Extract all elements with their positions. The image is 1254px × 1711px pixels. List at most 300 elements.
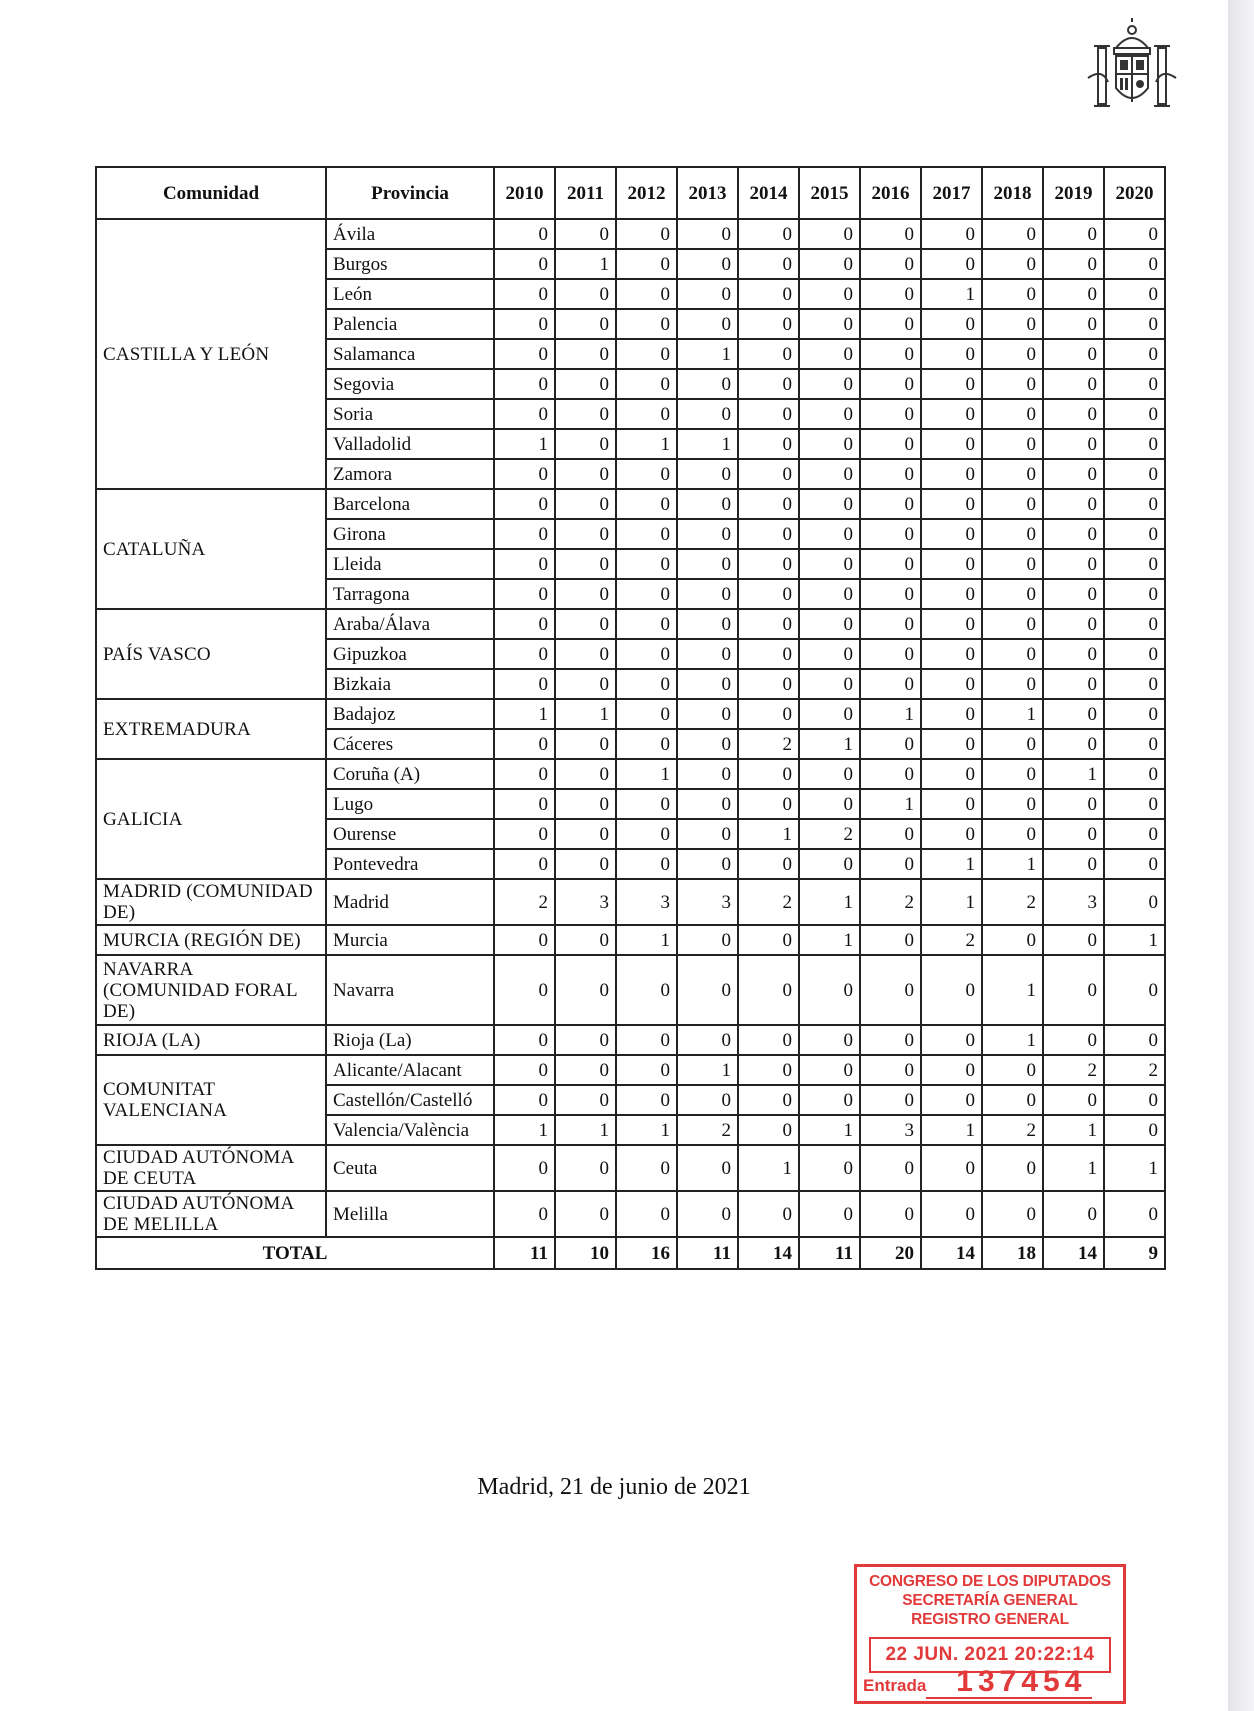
value-cell: 1: [799, 1115, 860, 1145]
value-cell: 0: [494, 519, 555, 549]
comunidad-cell: EXTREMADURA: [96, 699, 326, 759]
column-header: 2018: [982, 167, 1043, 219]
value-cell: 0: [616, 459, 677, 489]
value-cell: 2: [494, 879, 555, 925]
value-cell: 2: [1043, 1055, 1104, 1085]
value-cell: 0: [494, 459, 555, 489]
document-date: Madrid, 21 de junio de 2021: [477, 1474, 751, 1500]
value-cell: 0: [616, 819, 677, 849]
value-cell: 0: [860, 489, 921, 519]
total-label: TOTAL: [96, 1237, 494, 1269]
value-cell: 0: [1043, 669, 1104, 699]
value-cell: 0: [555, 819, 616, 849]
value-cell: 0: [1104, 955, 1165, 1025]
value-cell: 0: [860, 399, 921, 429]
value-cell: 0: [1043, 489, 1104, 519]
table-row: [96, 1145, 1165, 1191]
comunidad-cell: PAÍS VASCO: [96, 609, 326, 699]
value-cell: 0: [799, 579, 860, 609]
value-cell: 0: [555, 669, 616, 699]
value-cell: 0: [555, 729, 616, 759]
value-cell: 0: [799, 1025, 860, 1055]
value-cell: 0: [677, 459, 738, 489]
value-cell: 0: [921, 1055, 982, 1085]
value-cell: 0: [860, 459, 921, 489]
value-cell: 0: [616, 669, 677, 699]
provincia-cell: Murcia: [326, 925, 494, 955]
provincia-cell: Palencia: [326, 309, 494, 339]
value-cell: 0: [1104, 489, 1165, 519]
value-cell: 0: [1043, 219, 1104, 249]
total-value-cell: 14: [1043, 1237, 1104, 1269]
value-cell: 0: [860, 1145, 921, 1191]
value-cell: 0: [860, 609, 921, 639]
value-cell: 0: [494, 1085, 555, 1115]
value-cell: 0: [616, 489, 677, 519]
value-cell: 0: [494, 579, 555, 609]
value-cell: 0: [494, 1191, 555, 1237]
value-cell: 0: [921, 399, 982, 429]
comunidad-cell: COMUNITAT VALENCIANA: [96, 1055, 326, 1145]
value-cell: 0: [1104, 729, 1165, 759]
value-cell: 0: [494, 609, 555, 639]
value-cell: 1: [860, 789, 921, 819]
value-cell: 0: [1104, 579, 1165, 609]
value-cell: 0: [677, 609, 738, 639]
value-cell: 0: [1043, 309, 1104, 339]
value-cell: 0: [799, 1085, 860, 1115]
value-cell: 0: [982, 399, 1043, 429]
value-cell: 0: [616, 369, 677, 399]
comunidad-cell: GALICIA: [96, 759, 326, 879]
value-cell: 0: [860, 759, 921, 789]
value-cell: 0: [738, 789, 799, 819]
provincia-cell: Alicante/Alacant: [326, 1055, 494, 1085]
value-cell: 1: [1043, 1145, 1104, 1191]
value-cell: 0: [860, 1085, 921, 1115]
value-cell: 0: [555, 279, 616, 309]
value-cell: 0: [616, 249, 677, 279]
value-cell: 0: [860, 1191, 921, 1237]
value-cell: 0: [494, 339, 555, 369]
stamp-line-1: CONGRESO DE LOS DIPUTADOS: [869, 1573, 1111, 1590]
provincia-cell: Coruña (A): [326, 759, 494, 789]
value-cell: 0: [799, 369, 860, 399]
value-cell: 0: [982, 249, 1043, 279]
value-cell: 0: [1104, 519, 1165, 549]
value-cell: 0: [921, 699, 982, 729]
comunidad-cell: RIOJA (LA): [96, 1025, 326, 1055]
value-cell: 0: [494, 369, 555, 399]
value-cell: 0: [860, 219, 921, 249]
provincia-cell: Valencia/València: [326, 1115, 494, 1145]
value-cell: 0: [921, 369, 982, 399]
value-cell: 0: [799, 1145, 860, 1191]
value-cell: 0: [494, 1145, 555, 1191]
value-cell: 1: [494, 429, 555, 459]
value-cell: 0: [494, 729, 555, 759]
value-cell: 0: [738, 489, 799, 519]
coat-of-arms-icon: [1086, 18, 1178, 114]
value-cell: 0: [1104, 849, 1165, 879]
value-cell: 1: [677, 1055, 738, 1085]
value-cell: 0: [494, 1055, 555, 1085]
value-cell: 0: [799, 519, 860, 549]
value-cell: 0: [982, 279, 1043, 309]
value-cell: 0: [921, 819, 982, 849]
stamp-line-2: SECRETARÍA GENERAL: [902, 1592, 1078, 1609]
value-cell: 0: [555, 759, 616, 789]
value-cell: 0: [860, 279, 921, 309]
value-cell: 0: [921, 955, 982, 1025]
value-cell: 0: [555, 1055, 616, 1085]
value-cell: 0: [860, 549, 921, 579]
value-cell: 0: [555, 639, 616, 669]
value-cell: 0: [921, 1085, 982, 1115]
value-cell: 0: [677, 399, 738, 429]
value-cell: 1: [982, 699, 1043, 729]
value-cell: 0: [982, 669, 1043, 699]
value-cell: 0: [555, 1191, 616, 1237]
provincia-cell: Salamanca: [326, 339, 494, 369]
value-cell: 0: [1043, 925, 1104, 955]
value-cell: 0: [1043, 819, 1104, 849]
value-cell: 0: [1043, 369, 1104, 399]
value-cell: 0: [799, 309, 860, 339]
provincia-cell: Lugo: [326, 789, 494, 819]
table-row: [96, 925, 1165, 955]
value-cell: 2: [982, 1115, 1043, 1145]
table-row: [96, 1055, 1165, 1085]
value-cell: 0: [1104, 699, 1165, 729]
provincia-cell: Melilla: [326, 1191, 494, 1237]
value-cell: 0: [738, 955, 799, 1025]
value-cell: 1: [1104, 1145, 1165, 1191]
value-cell: 0: [982, 549, 1043, 579]
value-cell: 0: [799, 549, 860, 579]
value-cell: 0: [799, 955, 860, 1025]
stamp-entry-number: 137454: [926, 1667, 1092, 1699]
value-cell: 0: [860, 925, 921, 955]
provincia-cell: Soria: [326, 399, 494, 429]
value-cell: 0: [982, 1191, 1043, 1237]
value-cell: 1: [982, 849, 1043, 879]
value-cell: 0: [1043, 609, 1104, 639]
comunidad-cell: CIUDAD AUTÓNOMA DE CEUTA: [96, 1145, 326, 1191]
data-table: [95, 166, 1166, 1270]
value-cell: 0: [1043, 279, 1104, 309]
comunidad-cell: MADRID (COMUNIDAD DE): [96, 879, 326, 925]
value-cell: 0: [555, 429, 616, 459]
value-cell: 0: [494, 219, 555, 249]
value-cell: 0: [921, 459, 982, 489]
value-cell: 2: [1104, 1055, 1165, 1085]
value-cell: 0: [616, 729, 677, 759]
value-cell: 0: [982, 1055, 1043, 1085]
value-cell: 0: [1043, 699, 1104, 729]
value-cell: 1: [799, 729, 860, 759]
value-cell: 1: [555, 249, 616, 279]
value-cell: 2: [921, 925, 982, 955]
value-cell: 0: [555, 609, 616, 639]
value-cell: 1: [921, 279, 982, 309]
value-cell: 0: [799, 849, 860, 879]
value-cell: 0: [494, 849, 555, 879]
stamp-line-3: REGISTRO GENERAL: [911, 1611, 1069, 1628]
comunidad-cell: MURCIA (REGIÓN DE): [96, 925, 326, 955]
value-cell: 0: [616, 699, 677, 729]
value-cell: 1: [555, 1115, 616, 1145]
value-cell: 2: [799, 819, 860, 849]
value-cell: 0: [494, 399, 555, 429]
value-cell: 0: [982, 1145, 1043, 1191]
value-cell: 0: [555, 459, 616, 489]
value-cell: 0: [1104, 789, 1165, 819]
stamp-entry-label: Entrada: [863, 1676, 927, 1695]
value-cell: 0: [738, 1055, 799, 1085]
value-cell: 0: [799, 399, 860, 429]
value-cell: 0: [982, 429, 1043, 459]
value-cell: 0: [677, 279, 738, 309]
value-cell: 0: [738, 549, 799, 579]
value-cell: 0: [1043, 729, 1104, 759]
value-cell: 0: [921, 1025, 982, 1055]
value-cell: 0: [616, 849, 677, 879]
value-cell: 0: [494, 759, 555, 789]
value-cell: 0: [677, 369, 738, 399]
provincia-cell: Burgos: [326, 249, 494, 279]
value-cell: 0: [616, 1085, 677, 1115]
value-cell: 1: [616, 1115, 677, 1145]
value-cell: 0: [921, 339, 982, 369]
value-cell: 1: [921, 879, 982, 925]
value-cell: 0: [555, 849, 616, 879]
value-cell: 0: [738, 579, 799, 609]
value-cell: 0: [799, 339, 860, 369]
value-cell: 0: [494, 309, 555, 339]
value-cell: 0: [1043, 429, 1104, 459]
column-header: 2010: [494, 167, 555, 219]
provincia-cell: Castellón/Castelló: [326, 1085, 494, 1115]
value-cell: 1: [555, 699, 616, 729]
value-cell: 0: [799, 789, 860, 819]
value-cell: 0: [860, 1055, 921, 1085]
value-cell: 0: [738, 249, 799, 279]
provincia-cell: Segovia: [326, 369, 494, 399]
value-cell: 0: [616, 789, 677, 819]
column-header: 2017: [921, 167, 982, 219]
table-row: [96, 609, 1165, 639]
value-cell: 0: [555, 399, 616, 429]
value-cell: 0: [860, 429, 921, 459]
value-cell: 0: [555, 955, 616, 1025]
value-cell: 0: [921, 669, 982, 699]
value-cell: 0: [1043, 1025, 1104, 1055]
provincia-cell: Barcelona: [326, 489, 494, 519]
value-cell: 0: [982, 369, 1043, 399]
provincia-cell: Ourense: [326, 819, 494, 849]
value-cell: 0: [1104, 459, 1165, 489]
value-cell: 0: [921, 579, 982, 609]
value-cell: 0: [555, 1085, 616, 1115]
provincia-cell: Pontevedra: [326, 849, 494, 879]
value-cell: 1: [616, 925, 677, 955]
value-cell: 0: [616, 519, 677, 549]
registry-stamp: [854, 1564, 1126, 1704]
value-cell: 0: [1104, 369, 1165, 399]
value-cell: 0: [738, 519, 799, 549]
value-cell: 0: [738, 1115, 799, 1145]
value-cell: 0: [1104, 429, 1165, 459]
value-cell: 0: [921, 639, 982, 669]
value-cell: 0: [921, 759, 982, 789]
value-cell: 0: [677, 249, 738, 279]
provincia-cell: Zamora: [326, 459, 494, 489]
value-cell: 0: [799, 429, 860, 459]
value-cell: 0: [921, 789, 982, 819]
value-cell: 0: [677, 1145, 738, 1191]
value-cell: 0: [738, 609, 799, 639]
value-cell: 0: [921, 489, 982, 519]
value-cell: 0: [555, 219, 616, 249]
value-cell: 0: [677, 549, 738, 579]
value-cell: 0: [982, 219, 1043, 249]
value-cell: 0: [921, 609, 982, 639]
column-header: 2016: [860, 167, 921, 219]
value-cell: 0: [738, 639, 799, 669]
value-cell: 0: [738, 219, 799, 249]
value-cell: 0: [494, 489, 555, 519]
value-cell: 0: [1043, 519, 1104, 549]
value-cell: 2: [738, 879, 799, 925]
value-cell: 0: [677, 309, 738, 339]
value-cell: 0: [860, 249, 921, 279]
value-cell: 0: [860, 849, 921, 879]
value-cell: 0: [1104, 399, 1165, 429]
value-cell: 1: [1043, 1115, 1104, 1145]
value-cell: 0: [799, 489, 860, 519]
value-cell: 0: [1043, 399, 1104, 429]
value-cell: 2: [860, 879, 921, 925]
value-cell: 0: [1043, 249, 1104, 279]
value-cell: 0: [921, 1191, 982, 1237]
table-row: [96, 1025, 1165, 1055]
value-cell: 0: [799, 279, 860, 309]
provincia-cell: Girona: [326, 519, 494, 549]
value-cell: 0: [982, 729, 1043, 759]
value-cell: 0: [860, 819, 921, 849]
value-cell: 0: [799, 249, 860, 279]
value-cell: 1: [677, 339, 738, 369]
value-cell: 1: [1104, 925, 1165, 955]
value-cell: 0: [616, 1191, 677, 1237]
value-cell: 0: [921, 249, 982, 279]
value-cell: 0: [1043, 1191, 1104, 1237]
value-cell: 0: [616, 1055, 677, 1085]
total-value-cell: 20: [860, 1237, 921, 1269]
value-cell: 0: [982, 519, 1043, 549]
value-cell: 0: [1104, 759, 1165, 789]
value-cell: 0: [494, 639, 555, 669]
value-cell: 0: [555, 1025, 616, 1055]
value-cell: 3: [616, 879, 677, 925]
value-cell: 0: [982, 339, 1043, 369]
value-cell: 0: [677, 849, 738, 879]
value-cell: 0: [860, 639, 921, 669]
value-cell: 0: [860, 669, 921, 699]
table-row: [96, 699, 1165, 729]
value-cell: 2: [677, 1115, 738, 1145]
value-cell: 0: [738, 669, 799, 699]
value-cell: 0: [738, 1191, 799, 1237]
value-cell: 0: [738, 849, 799, 879]
value-cell: 0: [1104, 339, 1165, 369]
table-row: [96, 955, 1165, 1025]
value-cell: 1: [494, 699, 555, 729]
column-header: 2019: [1043, 167, 1104, 219]
comunidad-cell: CATALUÑA: [96, 489, 326, 609]
comunidad-cell: NAVARRA (COMUNIDAD FORAL DE): [96, 955, 326, 1025]
value-cell: 0: [799, 459, 860, 489]
value-cell: 0: [616, 339, 677, 369]
provincia-cell: León: [326, 279, 494, 309]
table-row: [96, 219, 1165, 249]
value-cell: 0: [860, 729, 921, 759]
provincia-cell: Bizkaia: [326, 669, 494, 699]
value-cell: 0: [799, 1055, 860, 1085]
value-cell: 0: [1104, 1085, 1165, 1115]
value-cell: 0: [921, 519, 982, 549]
value-cell: 1: [921, 849, 982, 879]
value-cell: 0: [799, 669, 860, 699]
value-cell: 0: [677, 789, 738, 819]
table-row: [96, 1191, 1165, 1237]
value-cell: 0: [1104, 1191, 1165, 1237]
value-cell: 0: [982, 309, 1043, 339]
value-cell: 0: [982, 639, 1043, 669]
value-cell: 0: [1043, 639, 1104, 669]
value-cell: 0: [677, 489, 738, 519]
provincia-cell: Valladolid: [326, 429, 494, 459]
value-cell: 0: [799, 759, 860, 789]
column-header: 2015: [799, 167, 860, 219]
value-cell: 0: [921, 729, 982, 759]
value-cell: 0: [799, 609, 860, 639]
value-cell: 0: [616, 219, 677, 249]
value-cell: 0: [1043, 339, 1104, 369]
value-cell: 0: [555, 925, 616, 955]
value-cell: 1: [677, 429, 738, 459]
value-cell: 0: [555, 549, 616, 579]
value-cell: 0: [1104, 1025, 1165, 1055]
value-cell: 0: [738, 339, 799, 369]
value-cell: 0: [738, 925, 799, 955]
value-cell: 0: [677, 519, 738, 549]
column-header: Provincia: [326, 167, 494, 219]
value-cell: 1: [799, 925, 860, 955]
value-cell: 0: [860, 579, 921, 609]
total-value-cell: 14: [738, 1237, 799, 1269]
provincia-cell: Gipuzkoa: [326, 639, 494, 669]
value-cell: 0: [799, 219, 860, 249]
value-cell: 0: [616, 639, 677, 669]
value-cell: 0: [738, 279, 799, 309]
value-cell: 1: [860, 699, 921, 729]
value-cell: 0: [982, 579, 1043, 609]
provincia-cell: Navarra: [326, 955, 494, 1025]
value-cell: 0: [616, 1025, 677, 1055]
value-cell: 0: [494, 1025, 555, 1055]
